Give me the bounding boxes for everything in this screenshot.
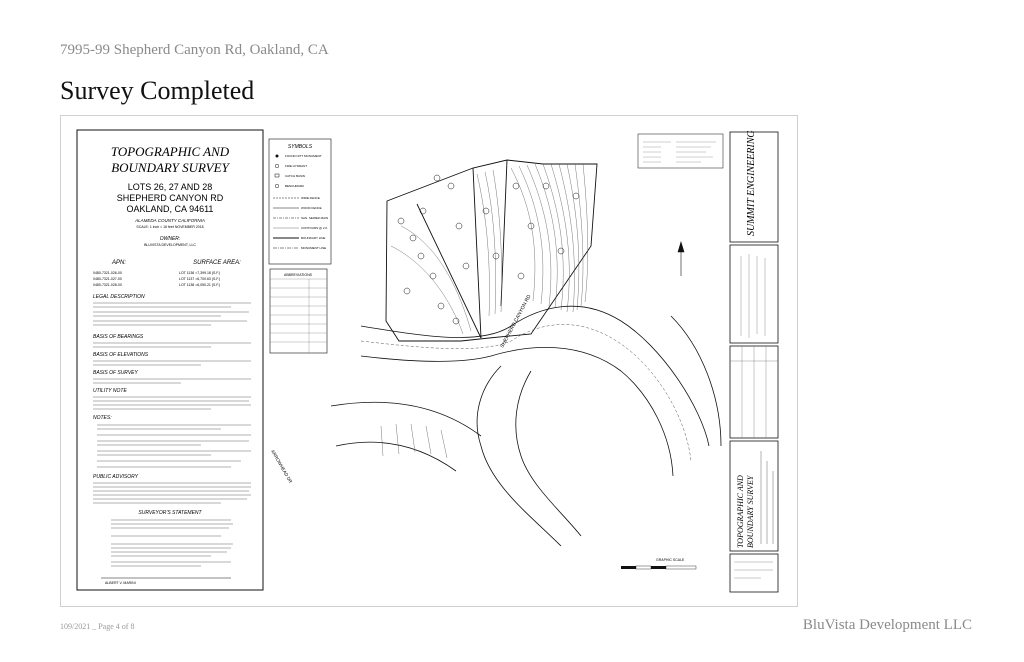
- sheet-title-line-1: TOPOGRAPHIC AND: [110, 144, 230, 159]
- side-title-line-1: TOPOGRAPHIC AND: [736, 475, 745, 548]
- arrowhead-drive: [331, 366, 581, 546]
- svg-text:CONTOURS @ 2 ft.: CONTOURS @ 2 ft.: [301, 226, 328, 230]
- graphic-scale-bar: [621, 566, 696, 569]
- street-label-arrowhead: ARROWHEAD DR: [270, 449, 294, 484]
- tree-markers: [398, 175, 579, 324]
- surface-3: LOT 1138 =6,050.21 (S.F.): [179, 283, 221, 287]
- svg-text:WIRE FENCE: WIRE FENCE: [301, 196, 320, 200]
- page-title: Survey Completed: [60, 76, 255, 105]
- apn-label: APN:: [111, 260, 127, 266]
- notes-heading: NOTES:: [93, 415, 112, 421]
- signer-name: ALBERT V. MARINI: [105, 581, 136, 585]
- bearings-heading: BASIS OF BEARINGS: [93, 334, 144, 340]
- side-title-line-2: BOUNDARY SURVEY: [746, 475, 755, 548]
- legal-text-lines: [93, 303, 251, 325]
- elevations-heading: BASIS OF ELEVATIONS: [93, 352, 149, 358]
- legal-heading: LEGAL DESCRIPTION: [93, 294, 145, 300]
- owner-name: BLUVISTA DEVELOPMENT, LLC: [144, 243, 196, 247]
- footer-page-info: 109/2021 _ Page 4 of 8: [60, 622, 135, 631]
- sheet-number-box: [730, 554, 778, 592]
- abbreviations-table: [270, 269, 327, 353]
- surface-label: SURFACE AREA:: [193, 260, 241, 266]
- symbols-heading: SYMBOLS: [287, 144, 313, 150]
- north-arrow: [678, 242, 684, 276]
- svg-text:MONUMENT LINE: MONUMENT LINE: [301, 246, 327, 250]
- survey-drawing: [61, 116, 797, 606]
- street-text: SHEPHERD CANYON RD: [116, 193, 224, 203]
- svg-text:FIRE HYDRANT: FIRE HYDRANT: [285, 164, 308, 168]
- sheet-title-line-2: BOUNDARY SURVEY: [111, 160, 229, 175]
- svg-text:BOUNDARY LINE: BOUNDARY LINE: [301, 236, 326, 240]
- footer-company: BluVista Development LLC: [802, 617, 972, 633]
- county-text: ALAMEDA COUNTY CALIFORNIA: [135, 218, 205, 223]
- driveway-lines: [381, 424, 447, 458]
- survey-basis-heading: BASIS OF SURVEY: [93, 370, 138, 376]
- svg-text:CATCH BASIN: CATCH BASIN: [285, 174, 305, 178]
- symbols-list: [273, 154, 328, 250]
- utility-heading: UTILITY NOTE: [93, 388, 127, 394]
- surface-1: LOT 1136 =7,399.18 (S.F.): [179, 271, 221, 275]
- street-label-shepherd: SHEPHERD CANYON RD: [499, 293, 533, 349]
- graphic-scale-label: GRAPHIC SCALE: [656, 558, 685, 562]
- statement-heading: SURVEYOR'S STATEMENT: [138, 510, 202, 516]
- contour-lines: [391, 164, 588, 334]
- advisory-heading: PUBLIC ADVISORY: [93, 474, 138, 480]
- firm-name: SUMMIT ENGINEERING: [746, 130, 757, 236]
- svg-text:FOUND NITT MONUMENT: FOUND NITT MONUMENT: [285, 154, 322, 158]
- city-text: OAKLAND, CA 94611: [126, 204, 214, 214]
- apn-1: 0480-7321-026-00: [93, 271, 122, 275]
- notes-legend-box: [638, 134, 723, 168]
- survey-drawing-frame: [60, 115, 798, 607]
- lots-text: LOTS 26, 27 AND 28: [127, 182, 213, 192]
- road-edges: [361, 306, 721, 476]
- scale-note: SCALE: 1 inch = 16 feet NOVEMBER 2018: [136, 225, 204, 229]
- svg-text:BENCHMARK: BENCHMARK: [285, 184, 305, 188]
- abbreviations-heading: ABBREVIATIONS: [284, 273, 312, 277]
- owner-label: OWNER:: [159, 236, 181, 242]
- apn-2: 0480-7321-027-00: [93, 277, 122, 281]
- svg-text:WOOD FENCE: WOOD FENCE: [301, 206, 322, 210]
- surface-2: LOT 1137 =6,700.63 (S.F.): [179, 277, 221, 281]
- apn-3: 0480-7321-028-00: [93, 283, 122, 287]
- svg-text:SAN. SEWER MAIN: SAN. SEWER MAIN: [301, 216, 329, 220]
- revision-notes-box: [730, 245, 778, 343]
- property-address: 7995-99 Shepherd Canyon Rd, Oakland, CA: [60, 42, 329, 58]
- lot-boundaries: [386, 160, 597, 341]
